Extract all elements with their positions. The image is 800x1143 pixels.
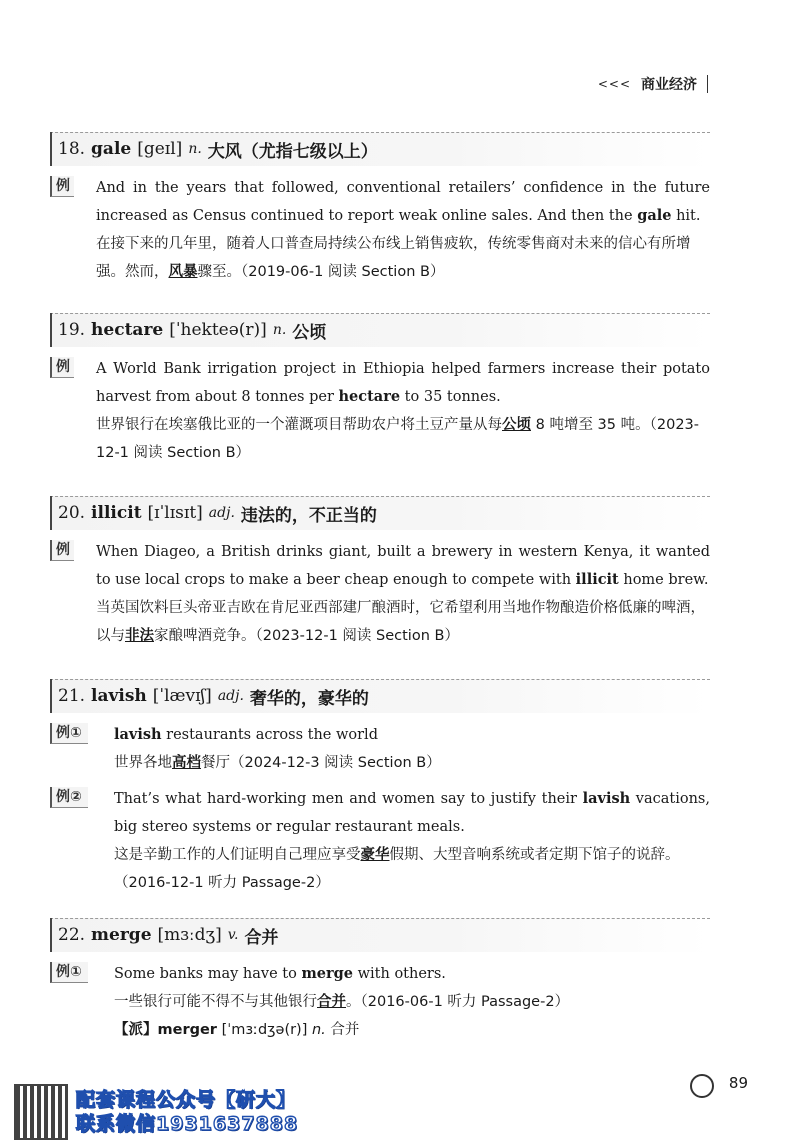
watermark-text — [76, 1088, 298, 1136]
example-english: A World Bank irrigation project in Ethiopia helped farmers increase their potato harvest from about 8 tonnes per hectare to 35 tonnes. — [96, 361, 710, 405]
headword: illicit — [91, 503, 142, 523]
keyword: merge — [301, 965, 354, 982]
example-chinese: 当英国饮料巨头帝亚吉欧在肯尼亚西部建厂酿酒时，它希望利用当地作物酿造价格低廉的啤酒，以与非法家酿啤酒竞争。（2023-12-1 阅读 Section B） — [96, 600, 705, 644]
headword-line — [50, 132, 710, 166]
example — [50, 355, 710, 467]
example-1 — [50, 960, 710, 1044]
watermark — [14, 1084, 298, 1140]
keyword-translation: 风暴 — [168, 264, 198, 280]
headword: hectare — [91, 320, 164, 340]
headword-line — [50, 313, 710, 347]
keyword-translation: 合并 — [317, 994, 346, 1010]
entry-hectare — [50, 313, 710, 467]
example-chinese: 这是辛勤工作的人们证明自己理应享受豪华假期、大型音响系统或者定期下馆子的说辞。（2016-12-1 听力 Passage-2） — [114, 847, 680, 891]
keyword: lavish — [582, 790, 631, 807]
definition: 大风（尤指七级以上） — [207, 141, 378, 162]
headword-line — [50, 918, 710, 952]
example-tag: 例② — [50, 787, 88, 808]
running-header — [598, 74, 708, 94]
phonetic: [mɜːdʒ] — [157, 925, 222, 945]
keyword: lavish — [114, 726, 162, 743]
page-circle-icon — [690, 1074, 714, 1098]
derivative-phonetic: [ˈmɜːdʒə(r)] — [221, 1022, 308, 1038]
watermark-line-1: 配套课程公众号【研大】 — [76, 1089, 297, 1111]
keyword: illicit — [575, 571, 619, 588]
entry-gale — [50, 132, 710, 286]
entry-lavish — [50, 679, 710, 897]
headword-line — [50, 496, 710, 530]
headword: merge — [91, 925, 152, 945]
example — [50, 538, 710, 650]
example-english: lavish restaurants across the world — [114, 726, 378, 743]
definition: 奢华的，豪华的 — [249, 688, 369, 709]
example-tag: 例 — [50, 176, 74, 197]
entry-number: 22. — [58, 925, 86, 945]
page-number: 89 — [728, 1074, 748, 1092]
example-chinese: 世界银行在埃塞俄比亚的一个灌溉项目帮助农户将土豆产量从每公顷 8 吨增至 35 吨。（2023-12-1 阅读 Section B） — [96, 417, 699, 461]
derivative-pos: n. — [311, 1022, 326, 1038]
section-title: 商业经济 — [641, 77, 697, 93]
headword: lavish — [91, 686, 147, 706]
example-english: And in the years that followed, conventional retailers’ confidence in the future increased as Census continued to report weak online sales. And then the gale hit. — [96, 180, 710, 224]
entry-number: 18. — [58, 139, 86, 159]
entry-number: 21. — [58, 686, 86, 706]
phonetic: [ˈhekteə(r)] — [169, 320, 267, 340]
example — [50, 174, 710, 286]
derivative-definition: 合并 — [330, 1022, 360, 1038]
watermark-line-2: 联系微信1931637888 — [76, 1113, 299, 1135]
example-chinese: 世界各地高档餐厅（2024-12-3 阅读 Section B） — [114, 755, 441, 771]
headword: gale — [91, 139, 132, 159]
example-1 — [50, 721, 710, 777]
keyword-translation: 豪华 — [360, 847, 390, 863]
keyword-translation: 高档 — [172, 755, 201, 771]
phonetic: [geɪl] — [137, 139, 183, 159]
part-of-speech: adj. — [217, 688, 244, 704]
derivative-label: 【派】 — [114, 1022, 158, 1038]
keyword-translation: 公顷 — [502, 417, 531, 433]
example-2 — [50, 785, 710, 897]
entry-number: 19. — [58, 320, 86, 340]
header-divider — [707, 75, 708, 93]
derivative — [50, 1016, 710, 1044]
example-chinese: 一些银行可能不得不与其他银行合并。（2016-06-1 听力 Passage-2） — [114, 994, 570, 1010]
header-arrows: <<< — [597, 77, 631, 91]
definition: 违法的，不正当的 — [240, 505, 377, 526]
example-english: When Diageo, a British drinks giant, built a brewery in western Kenya, it wanted to use local crops to make a beer cheap enough to compete with illicit home brew. — [96, 544, 710, 588]
part-of-speech: adj. — [208, 505, 235, 521]
entry-illicit — [50, 496, 710, 650]
part-of-speech: v. — [227, 927, 239, 943]
qr-code-icon — [14, 1084, 68, 1140]
derivative-word: merger — [157, 1022, 217, 1038]
entry-number: 20. — [58, 503, 86, 523]
example-tag: 例① — [50, 723, 88, 744]
part-of-speech: n. — [272, 322, 287, 338]
example-chinese: 在接下来的几年里，随着人口普查局持续公布线上销售疲软，传统零售商对未来的信心有所增强。然而，风暴骤至。（2019-06-1 阅读 Section B） — [96, 236, 691, 280]
keyword-translation: 非法 — [125, 628, 154, 644]
entry-merge — [50, 918, 710, 1044]
part-of-speech: n. — [188, 141, 202, 157]
phonetic: [ɪˈlɪsɪt] — [147, 503, 203, 523]
definition: 公顷 — [292, 322, 327, 343]
phonetic: [ˈlævɪʃ] — [152, 686, 212, 706]
keyword: gale — [637, 207, 672, 224]
example-english: Some banks may have to merge with others. — [114, 965, 446, 982]
keyword: hectare — [338, 388, 401, 405]
headword-line — [50, 679, 710, 713]
example-tag: 例① — [50, 962, 88, 983]
example-tag: 例 — [50, 357, 74, 378]
definition: 合并 — [244, 927, 279, 948]
example-english: That’s what hard-working men and women say to justify their lavish vacations, big stereo systems or regular restaurant meals. — [114, 790, 710, 835]
example-tag: 例 — [50, 540, 74, 561]
